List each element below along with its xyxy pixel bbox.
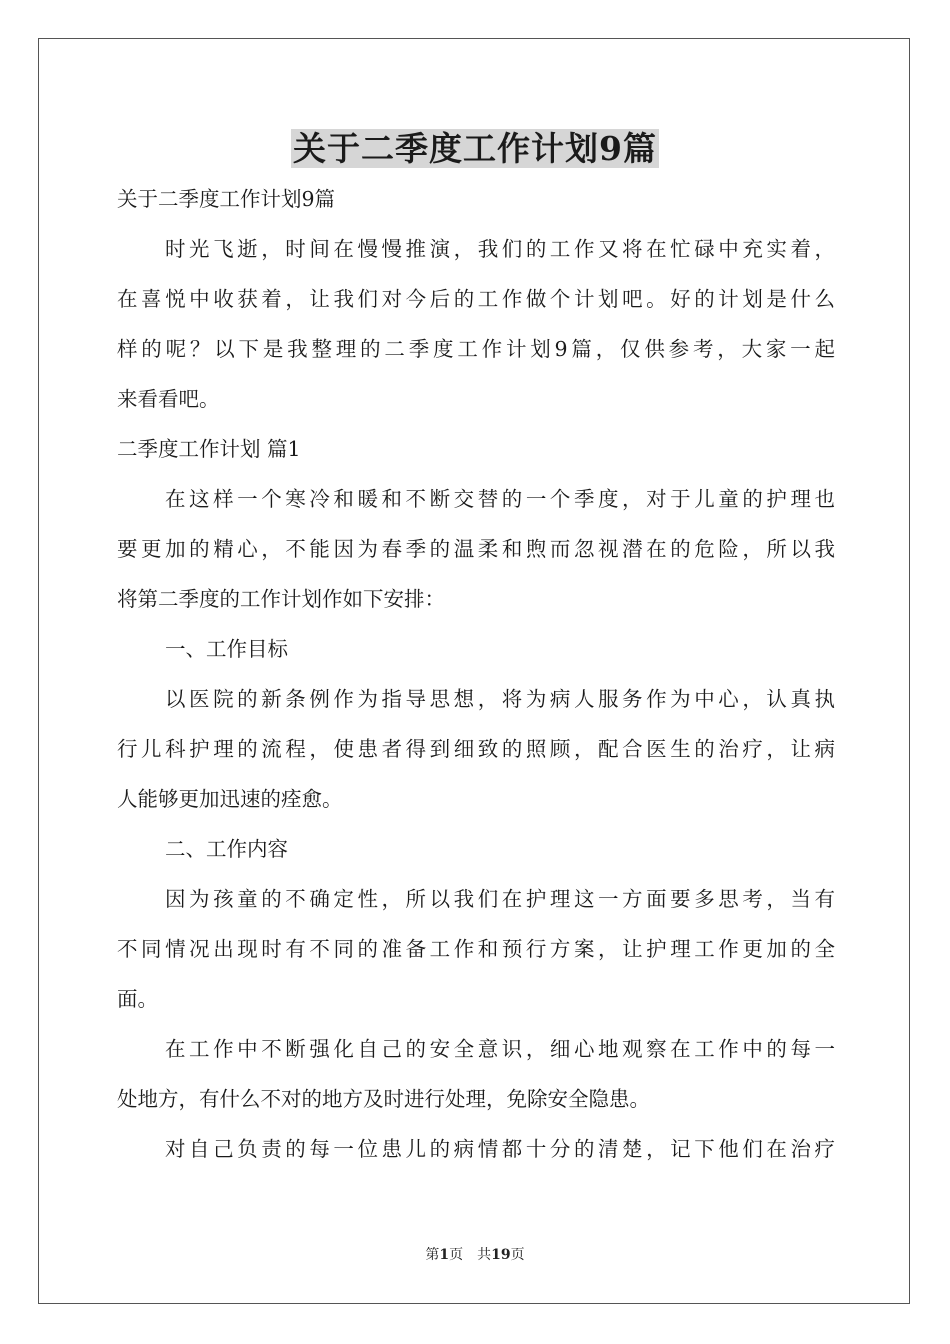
body-line: 处地方，有什么不对的地方及时进行处理，免除安全隐患。 bbox=[117, 1087, 650, 1111]
footer-suffix: 页 bbox=[510, 1247, 525, 1263]
body-line: 时光飞逝，时间在慢慢推演，我们的工作又将在忙碌中充实着， bbox=[165, 237, 835, 261]
body-line: 人能够更加迅速的痊愈。 bbox=[117, 787, 343, 811]
footer-current-page: 1 bbox=[439, 1247, 450, 1263]
footer-middle: 页 共 bbox=[449, 1247, 492, 1263]
body-line: 对自己负责的每一位患儿的病情都十分的清楚，记下他们在治疗 bbox=[165, 1137, 835, 1161]
subsection-heading: 二、工作内容 bbox=[165, 837, 288, 861]
document-title-text: 关于二季度工作计划9篇 bbox=[293, 129, 657, 168]
section-heading: 二季度工作计划 篇1 bbox=[117, 437, 301, 461]
footer-prefix: 第 bbox=[425, 1247, 440, 1263]
body-line: 不同情况出现时有不同的准备工作和预行方案，让护理工作更加的全 bbox=[117, 937, 835, 961]
page-footer bbox=[0, 1245, 950, 1265]
body-line: 在工作中不断强化自己的安全意识，细心地观察在工作中的每一 bbox=[165, 1037, 835, 1061]
subsection-heading: 一、工作目标 bbox=[165, 637, 288, 661]
body-line: 将第二季度的工作计划作如下安排： bbox=[117, 587, 445, 611]
body-line: 行儿科护理的流程，使患者得到细致的照顾，配合医生的治疗，让病 bbox=[117, 737, 835, 761]
document-title bbox=[0, 124, 950, 174]
body-line: 面。 bbox=[117, 987, 158, 1011]
body-line: 在喜悦中收获着，让我们对今后的工作做个计划吧。好的计划是什么 bbox=[117, 287, 835, 311]
body-line: 在这样一个寒冷和暖和不断交替的一个季度，对于儿童的护理也 bbox=[165, 487, 835, 511]
body-line: 要更加的精心，不能因为春季的温柔和煦而忽视潜在的危险，所以我 bbox=[117, 537, 835, 561]
body-line: 以医院的新条例作为指导思想，将为病人服务作为中心，认真执 bbox=[165, 687, 835, 711]
body-line: 关于二季度工作计划9篇 bbox=[117, 187, 336, 211]
document-body bbox=[117, 174, 835, 1174]
body-line: 样的呢？以下是我整理的二季度工作计划9篇，仅供参考，大家一起 bbox=[117, 337, 835, 361]
body-line: 因为孩童的不确定性，所以我们在护理这一方面要多思考，当有 bbox=[165, 887, 835, 911]
body-line: 来看看吧。 bbox=[117, 387, 220, 411]
footer-total-pages: 19 bbox=[491, 1247, 511, 1263]
